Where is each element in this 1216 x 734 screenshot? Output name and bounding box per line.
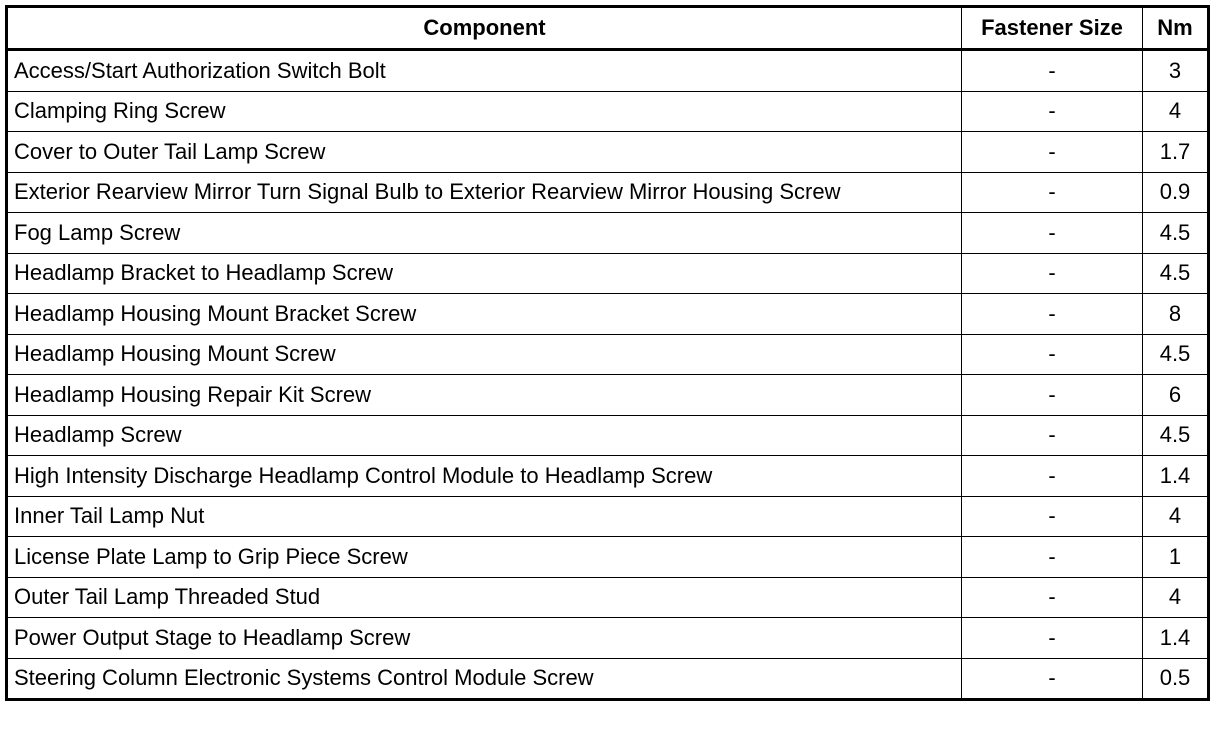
torque-nm-cell: 1.4 <box>1143 618 1209 659</box>
torque-nm-cell: 1.4 <box>1143 456 1209 497</box>
component-cell: Cover to Outer Tail Lamp Screw <box>7 132 962 173</box>
component-cell: Power Output Stage to Headlamp Screw <box>7 618 962 659</box>
fastener-size-cell: - <box>962 50 1143 92</box>
torque-nm-cell: 3 <box>1143 50 1209 92</box>
fastener-size-cell: - <box>962 294 1143 335</box>
fastener-size-cell: - <box>962 172 1143 213</box>
component-cell: Steering Column Electronic Systems Control Module Screw <box>7 658 962 700</box>
fastener-size-cell: - <box>962 456 1143 497</box>
torque-nm-cell: 4.5 <box>1143 334 1209 375</box>
component-cell: Exterior Rearview Mirror Turn Signal Bulb to Exterior Rearview Mirror Housing Screw <box>7 172 962 213</box>
component-cell: Clamping Ring Screw <box>7 91 962 132</box>
torque-spec-table-container <box>5 5 1207 701</box>
torque-nm-cell: 4 <box>1143 91 1209 132</box>
table-row <box>7 253 1209 294</box>
table-row <box>7 375 1209 416</box>
component-cell: High Intensity Discharge Headlamp Control Module to Headlamp Screw <box>7 456 962 497</box>
column-header-nm: Nm <box>1143 7 1209 50</box>
fastener-size-cell: - <box>962 577 1143 618</box>
table-header <box>7 7 1209 50</box>
column-header-component: Component <box>7 7 962 50</box>
fastener-size-cell: - <box>962 375 1143 416</box>
fastener-size-cell: - <box>962 334 1143 375</box>
fastener-size-cell: - <box>962 496 1143 537</box>
torque-nm-cell: 4.5 <box>1143 415 1209 456</box>
table-body <box>7 50 1209 700</box>
table-row <box>7 658 1209 700</box>
torque-spec-table <box>5 5 1210 701</box>
table-row <box>7 537 1209 578</box>
column-header-fastener-size: Fastener Size <box>962 7 1143 50</box>
torque-nm-cell: 4 <box>1143 577 1209 618</box>
fastener-size-cell: - <box>962 415 1143 456</box>
component-cell: Access/Start Authorization Switch Bolt <box>7 50 962 92</box>
fastener-size-cell: - <box>962 537 1143 578</box>
table-row <box>7 91 1209 132</box>
fastener-size-cell: - <box>962 91 1143 132</box>
torque-nm-cell: 6 <box>1143 375 1209 416</box>
table-row <box>7 213 1209 254</box>
component-cell: Headlamp Housing Repair Kit Screw <box>7 375 962 416</box>
fastener-size-cell: - <box>962 213 1143 254</box>
fastener-size-cell: - <box>962 618 1143 659</box>
table-row <box>7 294 1209 335</box>
torque-nm-cell: 4.5 <box>1143 213 1209 254</box>
torque-nm-cell: 0.5 <box>1143 658 1209 700</box>
table-row <box>7 456 1209 497</box>
component-cell: Headlamp Housing Mount Screw <box>7 334 962 375</box>
torque-nm-cell: 0.9 <box>1143 172 1209 213</box>
torque-nm-cell: 1.7 <box>1143 132 1209 173</box>
table-row <box>7 415 1209 456</box>
table-row <box>7 132 1209 173</box>
component-cell: Fog Lamp Screw <box>7 213 962 254</box>
table-row <box>7 50 1209 92</box>
fastener-size-cell: - <box>962 658 1143 700</box>
table-row <box>7 618 1209 659</box>
component-cell: Headlamp Housing Mount Bracket Screw <box>7 294 962 335</box>
table-row <box>7 172 1209 213</box>
component-cell: Headlamp Screw <box>7 415 962 456</box>
torque-nm-cell: 4 <box>1143 496 1209 537</box>
table-row <box>7 577 1209 618</box>
component-cell: License Plate Lamp to Grip Piece Screw <box>7 537 962 578</box>
fastener-size-cell: - <box>962 253 1143 294</box>
torque-nm-cell: 1 <box>1143 537 1209 578</box>
table-row <box>7 496 1209 537</box>
component-cell: Inner Tail Lamp Nut <box>7 496 962 537</box>
header-row <box>7 7 1209 50</box>
torque-nm-cell: 8 <box>1143 294 1209 335</box>
torque-nm-cell: 4.5 <box>1143 253 1209 294</box>
component-cell: Headlamp Bracket to Headlamp Screw <box>7 253 962 294</box>
fastener-size-cell: - <box>962 132 1143 173</box>
table-row <box>7 334 1209 375</box>
component-cell: Outer Tail Lamp Threaded Stud <box>7 577 962 618</box>
